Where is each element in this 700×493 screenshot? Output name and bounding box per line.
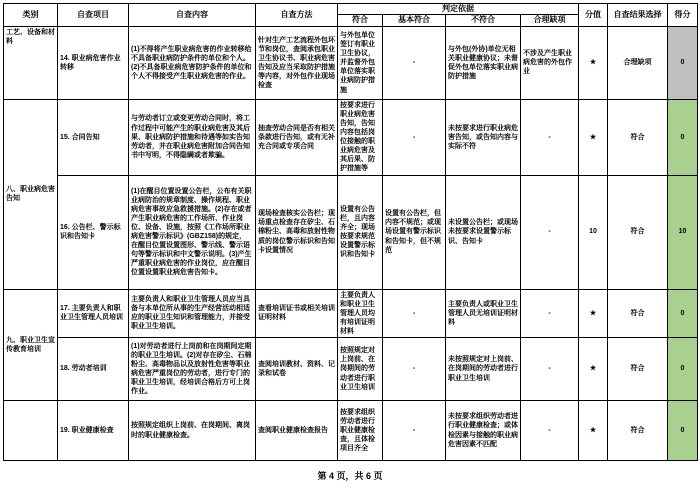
header-score: 得分	[668, 4, 698, 27]
result-select-cell[interactable]: 符合	[608, 99, 668, 175]
header-judgment-basis: 判定依据	[338, 4, 579, 15]
content-cell: 与劳动者订立或变更劳动合同时，将工作过程中可能产生的职业病危害及其后果、职业病防护措施和待遇等如实告知劳动者，并在职业病危害附加合同告知书中写明，不得隐瞒或者欺骗。	[129, 99, 256, 175]
header-content: 自查内容	[129, 4, 256, 27]
missing-cell: 不涉及产生职业病危害的外包作业	[521, 26, 579, 99]
method-cell: 现场检查核实公告栏；现场重点检查存在矽尘、石棉粉尘、高毒和放射性物质的岗位警示标识和告知卡设置情况	[256, 175, 338, 289]
header-pass: 符合	[338, 15, 383, 26]
fail-cell: 未设置公告栏；或现场未按要求设置警示标识、告知卡	[446, 175, 521, 289]
pass-cell: 按照规定对上岗前、在岗期间的劳动者进行职业卫生培训	[338, 338, 383, 401]
score-cell: 0	[668, 26, 698, 99]
header-reasonable-missing: 合理缺项	[521, 15, 579, 26]
method-cell: 抽查劳动合同是否有相关条款进行告知，或有无补充合同或专项合同	[256, 99, 338, 175]
score-value-cell: 10	[579, 175, 608, 289]
header-fail: 不符合	[446, 15, 521, 26]
header-item: 自查项目	[58, 4, 129, 27]
pass-cell: 按要求组织劳动者进行职业健康检查，且体检项目齐全	[338, 401, 383, 461]
category-cell-hazard-notification: 八、职业病危害告知	[4, 99, 58, 289]
item-cell: 18. 劳动者培训	[58, 338, 129, 401]
content-cell: (1)对劳动者进行上岗前和在岗期间定期的职业卫生培训。(2)对存在矽尘、石棉粉尘、高毒物品以及放射性危害等职业病危害严重岗位的劳动者，进行专门的职业卫生培训，经培训合格后方可上岗作业。	[129, 338, 256, 401]
fail-cell: 未按要求进行职业病危害告知，或告知内容与实际不符	[446, 99, 521, 175]
result-select-cell[interactable]: 符合	[608, 338, 668, 401]
missing-cell: -	[521, 175, 579, 289]
item-cell: 16. 公告栏、警示标识和告知卡	[58, 175, 129, 289]
result-select-cell[interactable]: 符合	[608, 175, 668, 289]
score-value-cell: ★	[579, 289, 608, 337]
fail-cell: 未按照规定对上岗前、在岗期间的劳动者进行职业卫生培训	[446, 338, 521, 401]
method-cell: 查阅职业健康检查报告	[256, 401, 338, 461]
header-category: 类别	[4, 4, 58, 27]
result-select-cell[interactable]: 符合	[608, 289, 668, 337]
basic-pass-cell: -	[383, 26, 446, 99]
missing-cell: -	[521, 289, 579, 337]
item-cell: 14. 职业病危害作业转移	[58, 26, 129, 99]
pass-cell: 主要负责人和职业卫生管理人员均有培训证明材料	[338, 289, 383, 337]
fail-cell: 与外包(外协)单位无相关职业健康协议；未督促外包单位落实职业病防护措施	[446, 26, 521, 99]
header-basic-pass: 基本符合	[383, 15, 446, 26]
score-cell: 0	[668, 99, 698, 175]
fail-cell: 未按要求组织劳动者进行职业健康检查；或体检因素与接触的职业病危害因素不匹配	[446, 401, 521, 461]
content-cell: (1)在醒目位置设置公告栏，公布有关职业病防治的规章制度、操作规程、职业病危害事故应急救援措施。(2)存在或者产生职业病危害的工作场所、作业岗位、设备、设施，按照《工作场所职业病危害警示标识》(GBZ158)的规定，在醒目位置设置图形、警示线、警示语句等警示标识和中文警示说明。(3)产生严重职业病危害的作业岗位，应在醒目位置设置职业病危害告知卡。	[129, 175, 256, 289]
missing-cell: -	[521, 338, 579, 401]
score-cell: 0	[668, 401, 698, 461]
result-select-cell[interactable]: 符合	[608, 401, 668, 461]
item-cell: 17. 主要负责人和职业卫生管理人员培训	[58, 289, 129, 337]
page-number: 第 4 页，共 6 页	[317, 471, 383, 481]
item-cell: 19. 职业健康检查	[58, 401, 129, 461]
category-cell-empty	[4, 401, 58, 461]
method-cell: 查阅培训教材、资料、记录和试卷	[256, 338, 338, 401]
header-method: 自查方法	[256, 4, 338, 27]
result-select-cell[interactable]: 合理缺项	[608, 26, 668, 99]
content-cell: (1)不得将产生职业病危害的作业转移给不具备职业病防护条件的单位和个人。(2)不具备职业病危害防护条件的单位和个人不得接受产生职业病危害的作业。	[129, 26, 256, 99]
category-cell-training: 九、职业卫生宣传教育培训	[4, 289, 58, 400]
basic-pass-cell: 设置有公告栏，但内容不规范；或现场设置有警示标识和告知卡，但不规范	[383, 175, 446, 289]
score-value-cell: ★	[579, 26, 608, 99]
header-score-value: 分值	[579, 4, 608, 27]
header-result-select: 自查结果选择	[608, 4, 668, 27]
basic-pass-cell: -	[383, 401, 446, 461]
score-cell: 0	[668, 338, 698, 401]
method-cell: 针对生产工艺流程外包环节和岗位，查阅承包职业卫生协议书、职业病危害告知及应当采取防护措施等内容，对外包作业现场检查	[256, 26, 338, 99]
pass-cell: 与外包单位签订有职业卫生协议，并监督外包单位落实职业病防护措施	[338, 26, 383, 99]
score-value-cell: ★	[579, 338, 608, 401]
score-value-cell: ★	[579, 99, 608, 175]
fail-cell: 主要负责人或职业卫生管理人员无培训证明材料	[446, 289, 521, 337]
content-cell: 按照规定组织上岗前、在岗期间、离岗时的职业健康检查。	[129, 401, 256, 461]
self-inspection-table	[3, 3, 698, 461]
basic-pass-cell: -	[383, 99, 446, 175]
category-cell-equipment-materials: 工艺、设备和材料	[4, 26, 58, 99]
score-cell: 10	[668, 175, 698, 289]
basic-pass-cell: -	[383, 289, 446, 337]
missing-cell: -	[521, 401, 579, 461]
basic-pass-cell: -	[383, 338, 446, 401]
score-cell: 0	[668, 289, 698, 337]
pass-cell: 按要求进行职业病危害告知，告知内容包括岗位接触的职业病危害及其后果、防护措施等	[338, 99, 383, 175]
item-cell: 15. 合同告知	[58, 99, 129, 175]
score-value-cell: ★	[579, 401, 608, 461]
method-cell: 查看培训证书或相关培训证明材料	[256, 289, 338, 337]
pass-cell: 设置有公告栏，且内容齐全；现场按要求规范设置警示标识和告知卡	[338, 175, 383, 289]
missing-cell: -	[521, 99, 579, 175]
content-cell: 主要负责人和职业卫生管理人员应当具备与本单位所从事的生产经营活动相适应的职业卫生知识和管理能力，并接受职业卫生培训。	[129, 289, 256, 337]
